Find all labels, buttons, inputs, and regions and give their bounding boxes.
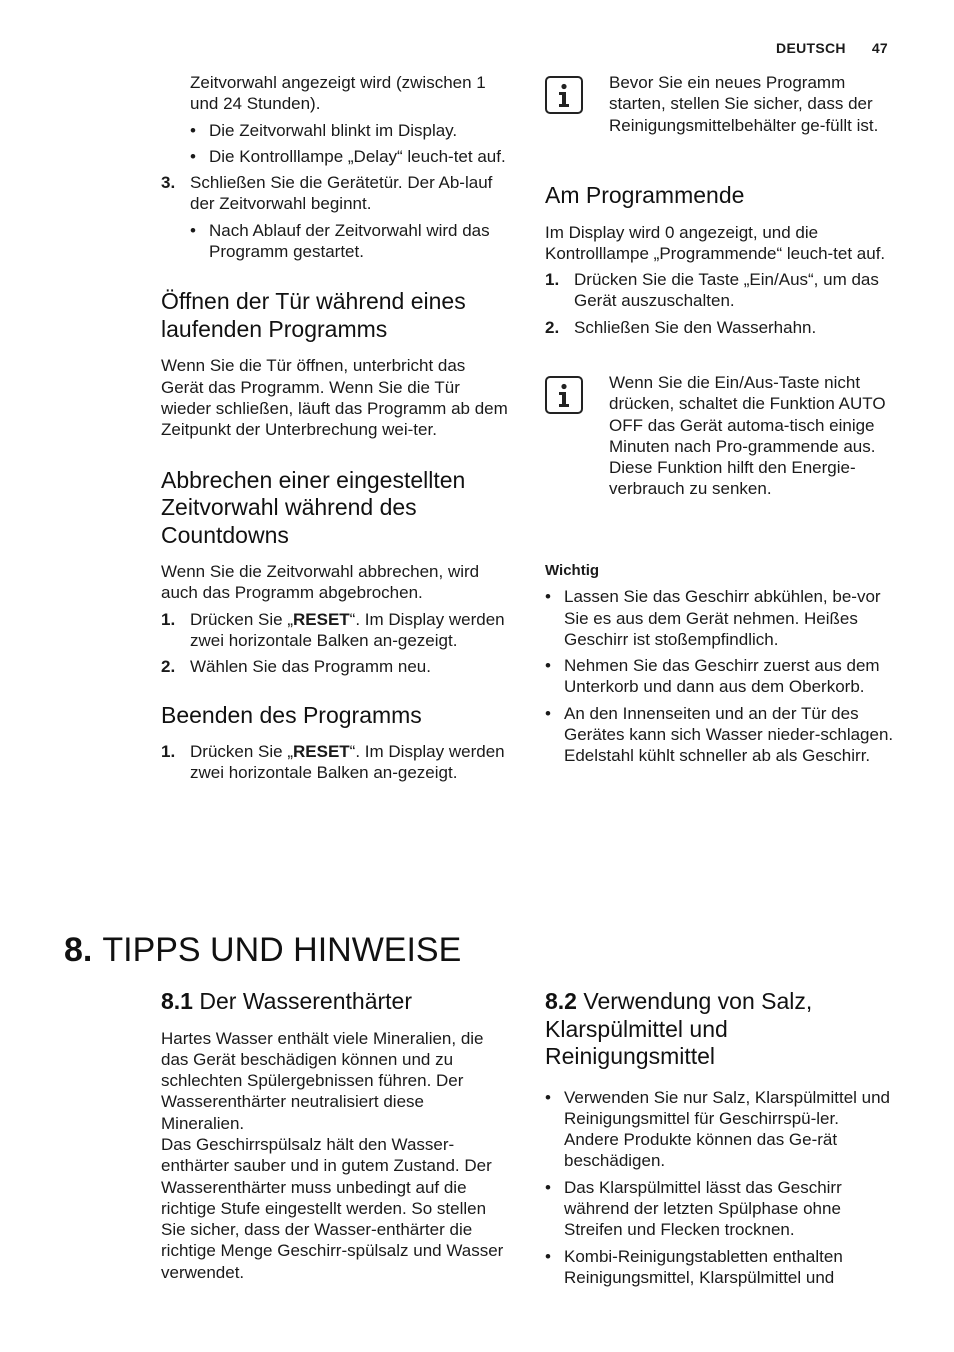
step-text: Drücken Sie „	[190, 609, 293, 629]
section-heading	[545, 988, 895, 1071]
heading-beenden: Beenden des Programms	[161, 701, 422, 728]
step-number: 3.	[161, 173, 176, 193]
paragraph-oeffnen: Wenn Sie die Tür öffnen, unterbricht das Gerät das Programm. Wenn Sie die Tür wieder schließen, läuft das Programm ab dem Zeitpunkt der Unterbrechung wei-ter.	[161, 356, 508, 440]
heading-programmende: Am Programmende	[545, 182, 745, 208]
info-note-1	[545, 73, 879, 135]
wichtig-label: Wichtig	[545, 562, 600, 579]
chapter-title	[64, 930, 461, 970]
step-2	[161, 656, 511, 677]
step-1	[161, 741, 511, 784]
info-text	[609, 372, 899, 500]
wichtig-block	[545, 560, 895, 767]
list-item: • Die Zeitvorwahl blinkt im Display.	[190, 120, 511, 141]
step-text: Wählen Sie das Programm neu.	[190, 657, 431, 677]
list-item: • Lassen Sie das Geschirr abkühlen, be-vor Sie es aus dem Gerät nehmen. Heißes Geschirr ist stoßempfindlich.	[545, 586, 895, 650]
step-3	[161, 172, 511, 215]
left-column	[161, 72, 511, 784]
info-text: Bevor Sie ein neues Programm starten, stellen Sie sicher, dass der Reinigungsmittelbehälter ge-füllt ist.	[609, 73, 879, 135]
section-number: 8.2	[545, 988, 577, 1014]
list-item: • Kombi-Reinigungstabletten enthalten Reinigungsmittel, Klarspülmittel und	[545, 1246, 895, 1289]
step-2	[545, 317, 895, 338]
step-text: Drücken Sie die Taste „Ein/Aus“, um das Gerät auszuschalten.	[574, 270, 879, 311]
section-heading	[161, 988, 511, 1016]
list-item: • Das Klarspülmittel lässt das Geschirr während der letzten Spülphase ohne Streifen und Flecken trocknen.	[545, 1177, 895, 1241]
header-section: DEUTSCH	[776, 40, 846, 56]
section-8-2	[545, 988, 895, 1288]
continued-text: Zeitvorwahl angezeigt wird (zwischen 1 und 24 Stunden).	[190, 73, 486, 114]
section-number: 8.1	[161, 988, 193, 1014]
info-icon	[545, 76, 583, 114]
heading-abbrechen: Abbrechen einer eingestellten Zeitvorwahl während des Countdowns	[161, 466, 466, 548]
section-title: Verwendung von Salz, Klarspülmittel und Reinigungsmittel	[545, 988, 813, 1069]
info-icon	[545, 376, 583, 414]
heading-oeffnen: Öffnen der Tür während eines laufenden Programms	[161, 288, 466, 342]
paragraph-abbrechen: Wenn Sie die Zeitvorwahl abbrechen, wird auch das Programm abgebrochen.	[161, 562, 480, 603]
paragraph: Hartes Wasser enthält viele Mineralien, die das Gerät beschädigen können und zu schlechten Spülergebnissen führen. Der Wasserenthärter neutralisiert diese Mineralien.	[161, 1028, 484, 1133]
section-title: Der Wasserenthärter	[199, 988, 412, 1014]
paragraph: Das Geschirrspülsalz hält den Wasser-enthärter sauber und in gutem Zustand. Der Wasserenthärter muss unbedingt auf die richtige Stufe eingestellt werden. So stellen Sie sicher, dass der Wasser-enthärter die richtige Menge Geschirr-spülsalz und Wasser verwendet.	[161, 1134, 504, 1282]
info-text-line: Wenn Sie die Ein/Aus-Taste nicht drücken, schaltet die Funktion AUTO OFF das Gerät automa-tisch einige Minuten nach Pro-grammende aus.	[609, 373, 886, 456]
step-text: Schließen Sie die Gerätetür. Der Ab-lauf der Zeitvorwahl beginnt.	[190, 173, 493, 214]
chapter-number: 8.	[64, 931, 93, 969]
list-item: • Nehmen Sie das Geschirr zuerst aus dem Unterkorb und dann aus dem Oberkorb.	[545, 655, 895, 698]
page-number: 47	[871, 40, 888, 56]
step-text: “. Im Display werden zwei horizontale Balken an-gezeigt.	[190, 609, 505, 650]
list-item: • An den Innenseiten und an der Tür des Gerätes kann sich Wasser nieder-schlagen. Edelstahl kühlt schneller ab als Geschirr.	[545, 703, 895, 767]
step-text: Schließen Sie den Wasserhahn.	[574, 317, 817, 337]
step-number: 2.	[545, 317, 560, 337]
step-number: 1.	[545, 270, 560, 290]
chapter-title-text: TIPPS UND HINWEISE	[102, 931, 462, 969]
right-column	[545, 182, 895, 338]
list-item: • Die Kontrolllampe „Delay“ leuch-tet auf.	[190, 146, 511, 167]
reset-label: RESET	[292, 742, 350, 762]
info-note-2	[545, 373, 886, 499]
page-header	[776, 38, 888, 59]
list-item: • Verwenden Sie nur Salz, Klarspülmittel und Reinigungsmittel für Geschirrspü-ler. Andere Produkte können das Ge-rät beschädigen.	[545, 1087, 895, 1172]
step-number: 2.	[161, 657, 176, 677]
step-text: “. Im Display werden zwei horizontale Balken an-gezeigt.	[190, 742, 505, 783]
section-8-1	[161, 988, 511, 1283]
step-1	[161, 609, 511, 652]
step-1	[545, 269, 895, 312]
reset-label: RESET	[292, 609, 350, 629]
paragraph-programmende: Im Display wird 0 angezeigt, und die Kontrolllampe „Programmende“ leuch-tet auf.	[545, 222, 886, 263]
step-number: 1.	[161, 742, 176, 762]
list-item: • Nach Ablauf der Zeitvorwahl wird das Programm gestartet.	[190, 220, 511, 263]
step-text: Drücken Sie „	[190, 742, 293, 762]
info-text-line: Diese Funktion hilft den Energie-verbrauch zu senken.	[609, 458, 856, 499]
step-number: 1.	[161, 609, 176, 629]
